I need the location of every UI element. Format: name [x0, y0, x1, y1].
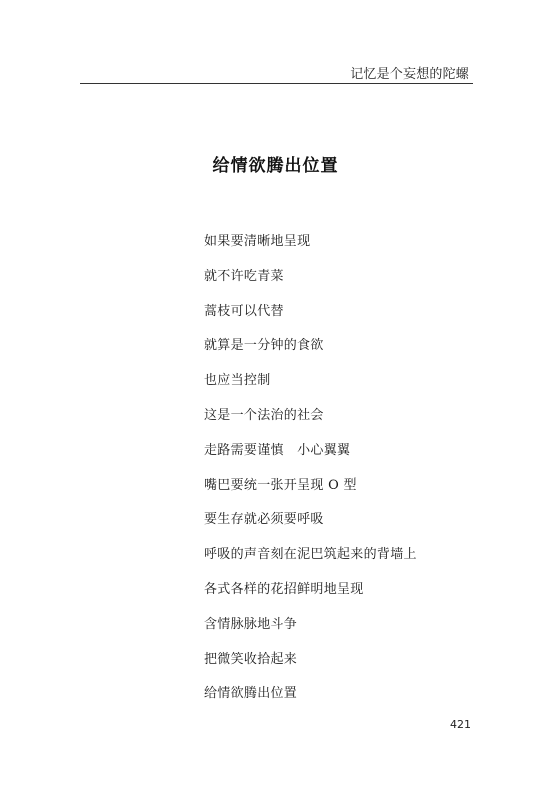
- poem-line: 含情脉脉地斗争: [204, 616, 298, 632]
- poem-line: 就算是一分钟的食欲: [204, 338, 324, 354]
- poem-line: 各式各样的花招鲜明地呈现: [204, 581, 364, 597]
- page-number: 421: [450, 718, 471, 731]
- poem-title: 给情欲腾出位置: [212, 156, 339, 176]
- poem-line: 给情欲腾出位置: [204, 686, 298, 702]
- poem-line: 走路需要谨慎 小心翼翼: [204, 442, 351, 458]
- poem-line: 这是一个法治的社会: [204, 407, 324, 423]
- poem-body: [204, 232, 417, 719]
- poem-line: 也应当控制: [204, 373, 271, 389]
- poem-line: 就不许吃青菜: [204, 268, 284, 284]
- running-header-title: 记忆是个妄想的陀螺: [350, 67, 469, 82]
- header-rule: [80, 83, 473, 84]
- poem-line: 嘴巴要统一张开呈现 O 型: [204, 477, 357, 493]
- poem-line: 呼吸的声音刻在泥巴筑起来的背墙上: [204, 547, 417, 563]
- poem-line: 把微笑收拾起来: [204, 651, 298, 667]
- poem-line: 如果要清晰地呈现: [204, 234, 311, 249]
- poem-line: 蒿枝可以代替: [204, 303, 284, 319]
- poem-line: 要生存就必须要呼吸: [204, 512, 324, 528]
